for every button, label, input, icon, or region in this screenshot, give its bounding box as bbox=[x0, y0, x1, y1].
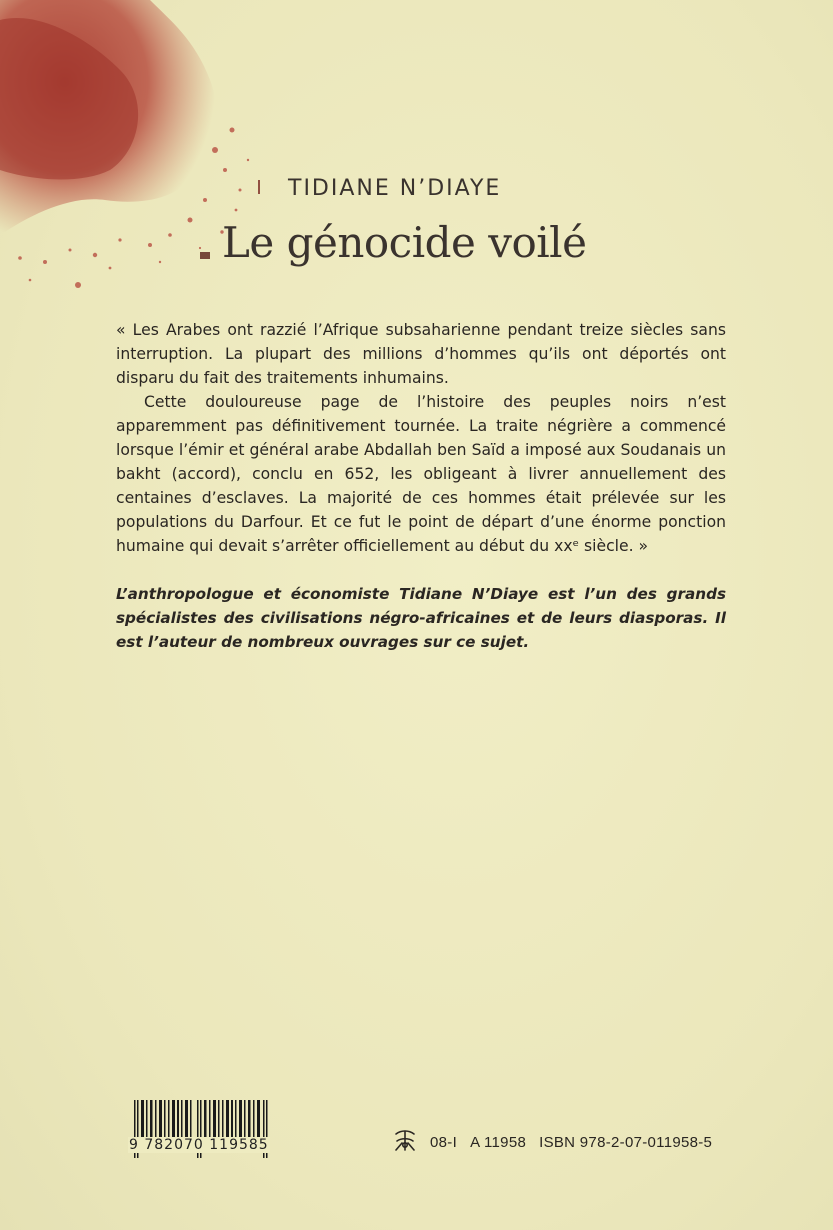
quote-paragraph: « Les Arabes ont razzié l’Afrique subsaharienne pendant treize siècles sans interruption. La plupart des millions d’hommes qu’ils ont déportés ont disparu du fait des traitements inhumains. bbox=[116, 321, 726, 387]
publisher-info bbox=[430, 1134, 725, 1151]
publisher-logo-icon bbox=[392, 1128, 418, 1154]
barcode bbox=[128, 1100, 278, 1166]
publisher-code: 08-I bbox=[430, 1134, 458, 1151]
author-bio: L’anthropologue et économiste Tidiane N’Diaye est l’un des grands spécialistes des civilisations négro-africaines et de leurs diasporas. Il est l’auteur de nombreux ouvrages sur ce sujet. bbox=[116, 585, 726, 651]
isbn: ISBN 978-2-07-011958-5 bbox=[539, 1134, 713, 1151]
blood-stain-graphic bbox=[0, 0, 260, 300]
book-title: Le génocide voilé bbox=[222, 218, 587, 267]
author-name: TIDIANE N’DIAYE bbox=[288, 176, 502, 201]
publisher-ref: A 11958 bbox=[470, 1134, 527, 1151]
barcode-digits: 9 782070 119585 bbox=[129, 1137, 269, 1153]
quote-paragraph: Cette douloureuse page de l’histoire des peuples noirs n’est apparemment pas définitivement tournée. La traite négrière a commencé lorsque l’émir et général arabe Abdallah ben Saïd a imposé aux Soudanais un bakht (accord), conclu en 652, les obligeant à livrer annuellement des centaines d’esclaves. La majorité de ces hommes était prélevée sur les populations du Darfour. Et ce fut le point de départ d’une énorme ponction humaine qui devait s’arrêter officiellement au début du xxᵉ siècle. » bbox=[116, 393, 726, 555]
back-cover-quote bbox=[116, 318, 726, 558]
